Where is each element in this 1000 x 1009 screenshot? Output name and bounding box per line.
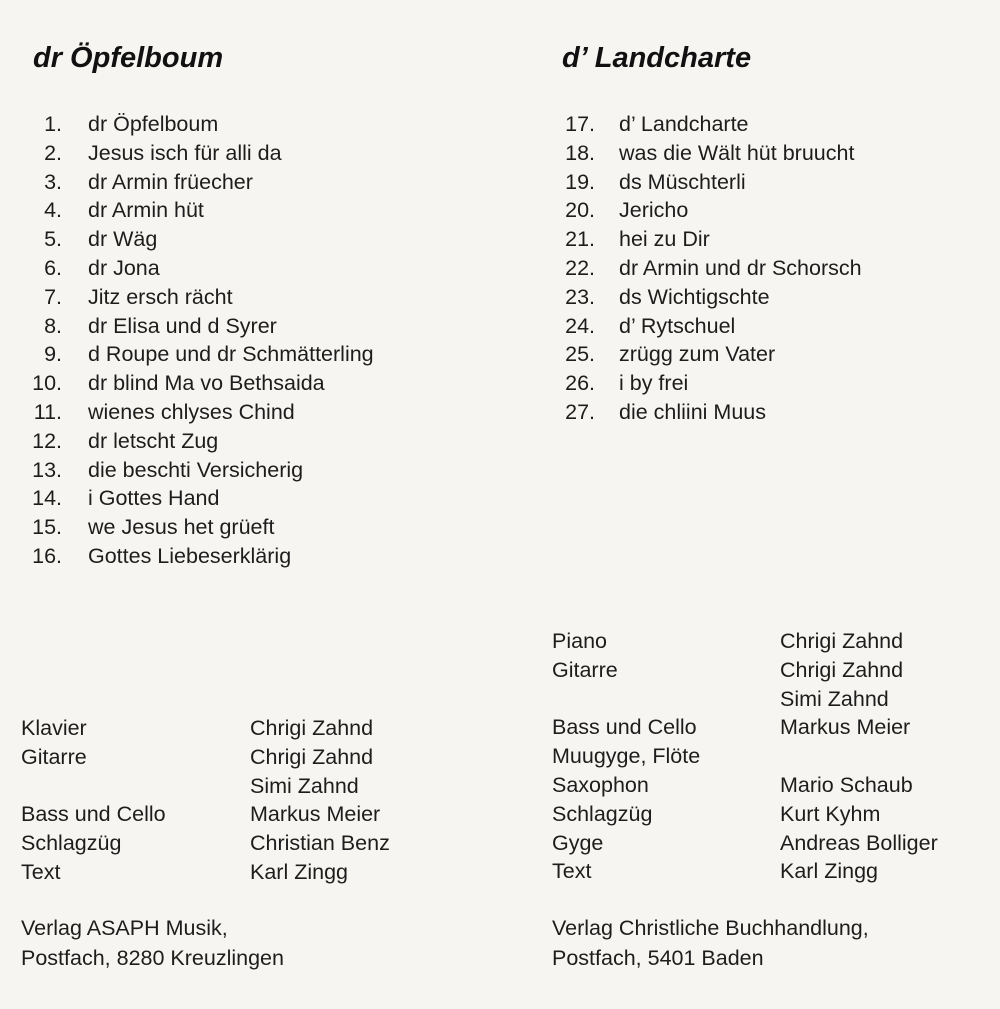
track-title: ds Müschterli: [619, 169, 746, 194]
track-item: [22, 427, 492, 456]
track-number: 25.: [565, 342, 595, 367]
credit-row: [21, 829, 491, 858]
track-item: [22, 398, 492, 427]
track-item: [22, 254, 492, 283]
track-number: 15.: [32, 515, 62, 540]
album-title-left: dr Öpfelboum: [33, 42, 224, 74]
track-number: 22.: [565, 255, 595, 280]
track-number: 21.: [565, 227, 595, 252]
track-title: dr Armin hüt: [88, 198, 204, 223]
publisher-line: Postfach, 5401 Baden: [552, 945, 764, 970]
track-item: [555, 225, 975, 254]
track-title: Gottes Liebeserklärig: [88, 543, 292, 568]
track-item: [22, 110, 492, 139]
track-title: dr letscht Zug: [88, 428, 219, 453]
track-item: [22, 456, 492, 485]
track-title: i Gottes Hand: [88, 486, 220, 511]
track-title: dr Armin und dr Schorsch: [619, 255, 862, 280]
track-item: [555, 139, 975, 168]
credit-name: Chrigi Zahnd: [250, 744, 374, 769]
credit-row: [552, 685, 982, 714]
track-item: [22, 312, 492, 341]
credit-role: Klavier: [21, 716, 87, 740]
credit-row: [21, 714, 491, 743]
track-title: die beschti Versicherig: [88, 457, 304, 482]
credit-name: Markus Meier: [250, 802, 381, 827]
track-number: 19.: [565, 169, 595, 194]
track-number: 18.: [565, 140, 595, 165]
track-number: 4.: [44, 198, 62, 223]
track-title: dr blind Ma vo Bethsaida: [88, 371, 325, 396]
track-number: 9.: [44, 342, 62, 367]
track-number: 11.: [33, 399, 62, 424]
track-title: was die Wält hüt bruucht: [619, 140, 855, 165]
credit-row: [552, 829, 982, 858]
credit-row: [552, 627, 982, 656]
track-title: hei zu Dir: [619, 227, 710, 252]
credit-name: Karl Zingg: [780, 859, 878, 884]
track-title: Jericho: [619, 198, 689, 223]
credit-name: Simi Zahnd: [780, 686, 889, 711]
track-item: [555, 369, 975, 398]
track-title: d’ Rytschuel: [619, 313, 736, 338]
track-item: [555, 196, 975, 225]
credit-name: Chrigi Zahnd: [780, 657, 904, 682]
track-item: [555, 110, 975, 139]
album-title-right: d’ Landcharte: [562, 42, 752, 74]
credit-role: Schlagzüg: [21, 831, 122, 856]
track-number: 23.: [565, 284, 595, 309]
credit-name: Christian Benz: [250, 831, 390, 856]
track-number: 3.: [44, 169, 62, 194]
credit-name: Chrigi Zahnd: [780, 629, 904, 653]
track-number: 26.: [565, 371, 595, 396]
credit-name: Chrigi Zahnd: [250, 716, 374, 740]
publisher-line: Verlag ASAPH Musik,: [21, 916, 228, 940]
publisher-line: Verlag Christliche Buchhandlung,: [552, 916, 869, 940]
publisher-left: [21, 914, 284, 973]
track-number: 20.: [565, 198, 595, 223]
track-title: d’ Landcharte: [619, 112, 749, 136]
track-number: 24.: [565, 313, 595, 338]
track-title: die chliini Muus: [619, 399, 766, 424]
credit-name: Karl Zingg: [250, 859, 348, 884]
track-item: [22, 225, 492, 254]
track-item: [22, 283, 492, 312]
credit-row: [552, 742, 982, 771]
tracklist-left: [22, 110, 492, 571]
track-title: dr Wäg: [88, 227, 158, 252]
track-number: 10.: [32, 371, 62, 396]
track-number: 16.: [32, 543, 62, 568]
credit-role: Gitarre: [552, 657, 618, 682]
credit-role: Schlagzüg: [552, 801, 653, 826]
track-item: [555, 398, 975, 427]
track-item: [22, 168, 492, 197]
track-number: 5.: [44, 227, 62, 252]
credit-name: Simi Zahnd: [250, 773, 359, 798]
track-number: 14.: [32, 486, 62, 511]
track-number: 17.: [565, 112, 595, 136]
credit-row: [552, 857, 982, 886]
credits-right: [552, 627, 982, 886]
credit-role: Bass und Cello: [552, 715, 697, 740]
track-number: 7.: [44, 284, 62, 309]
track-item: [555, 283, 975, 312]
track-title: dr Öpfelboum: [88, 112, 219, 136]
track-number: 2.: [44, 140, 62, 165]
credit-role: Gitarre: [21, 744, 87, 769]
publisher-right: [552, 914, 869, 973]
credit-name: Markus Meier: [780, 715, 911, 740]
credit-row: [21, 800, 491, 829]
track-title: dr Elisa und d Syrer: [88, 313, 277, 338]
track-number: 6.: [44, 255, 62, 280]
track-item: [555, 312, 975, 341]
credit-role: Saxophon: [552, 772, 649, 797]
track-item: [555, 340, 975, 369]
credit-name: Andreas Bolliger: [780, 830, 938, 855]
credit-row: [21, 743, 491, 772]
track-title: zrügg zum Vater: [619, 342, 776, 367]
credit-role: Muugyge, Flöte: [552, 744, 701, 769]
track-number: 8.: [44, 313, 62, 338]
credit-name: Kurt Kyhm: [780, 801, 881, 826]
track-title: Jitz ersch rächt: [88, 284, 233, 309]
credit-row: [21, 772, 491, 801]
track-item: [22, 340, 492, 369]
track-number: 27.: [565, 399, 595, 424]
track-item: [555, 168, 975, 197]
credit-name: Mario Schaub: [780, 772, 913, 797]
track-number: 13.: [32, 457, 62, 482]
publisher-line: Postfach, 8280 Kreuzlingen: [21, 945, 284, 970]
credit-role: Bass und Cello: [21, 802, 166, 827]
track-title: dr Jona: [88, 255, 160, 280]
track-item: [22, 139, 492, 168]
credit-row: [552, 656, 982, 685]
credit-row: [552, 771, 982, 800]
track-title: Jesus isch für alli da: [88, 140, 282, 165]
track-number: 1.: [44, 112, 62, 136]
credit-role: Text: [21, 859, 61, 884]
track-title: dr Armin früecher: [88, 169, 253, 194]
credits-left: [21, 714, 491, 887]
credit-row: [21, 858, 491, 887]
track-title: i by frei: [619, 371, 689, 396]
track-title: wienes chlyses Chind: [88, 399, 295, 424]
track-number: 12.: [32, 428, 62, 453]
credit-role: Gyge: [552, 830, 604, 855]
track-item: [22, 369, 492, 398]
track-item: [555, 254, 975, 283]
credit-role: Piano: [552, 629, 607, 653]
track-title: d Roupe und dr Schmätterling: [88, 342, 374, 367]
track-title: ds Wichtigschte: [619, 284, 770, 309]
credit-role: Text: [552, 859, 592, 884]
track-item: [22, 196, 492, 225]
track-item: [22, 513, 492, 542]
track-item: [22, 542, 492, 571]
credit-row: [552, 800, 982, 829]
tracklist-right: [555, 110, 975, 427]
track-item: [22, 484, 492, 513]
track-title: we Jesus het grüeft: [88, 515, 275, 540]
credit-row: [552, 713, 982, 742]
